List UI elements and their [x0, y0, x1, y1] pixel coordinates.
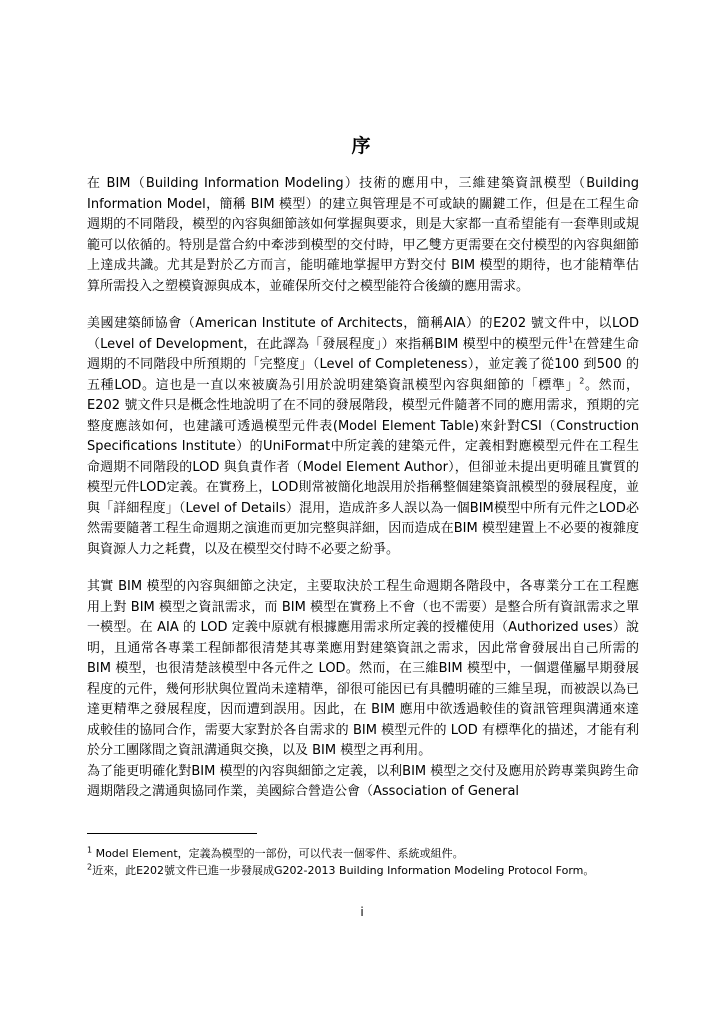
footnote-1 — [87, 845, 647, 862]
footnotes — [87, 845, 647, 879]
paragraph-1: 在 BIM（Building Information Modeling）技術的應用中，三維建築資訊模型（Building Information Model，簡稱 BIM 模型）的建立與管理是不可或缺的關鍵工作，但是在工程生命週期的不同階段，模型的內容與細節該如何掌握與要求，則是大家都一直希望能有一套準則或規範可以依循的。特別是當合約中牽涉到模型的交付時，甲乙雙方更需要在交付模型的內容與細節上達成共識。尤其是對於乙方而言，能明確地掌握甲方對交付 BIM 模型的期待，也才能精準估算所需投入之塑模資源與成本，並確保所交付之模型能符合後續的應用需求。 — [87, 176, 639, 294]
paragraph-3: 其實 BIM 模型的內容與細節之決定，主要取決於工程生命週期各階段中，各專業分工在工程應用上對 BIM 模型之資訊需求，而 BIM 模型在實務上不會（也不需要）是整合所有資訊需求之單一模型。在 AIA 的 LOD 定義中原就有根據應用需求所定義的授權使用（Authorized uses）說明，且通常各專業工程師都很清楚其專業應用對建築資訊之需求，因此常會發展出自己所需的 BIM 模型，也很清楚該模型中各元件之 LOD。然而，在三維BIM 模型中，一個還僅屬早期發展程度的元件，幾何形狀與位置尚未達精準，卻很可能因已有具體明確的三維呈現，而被誤以為已達更精準之發展程度，因而遭到誤用。因此，在 BIM 應用中欲透過較佳的資訊管理與溝通來達成較佳的協同合作，需要大家對於各自需求的 BIM 模型元件的 LOD 有標準化的描述，才能有利於分工團隊間之資訊溝通與交換，以及 BIM 模型之再利用。 — [87, 579, 639, 758]
paragraph-2 — [87, 314, 639, 560]
footnote-2 — [87, 862, 647, 879]
footnote-separator — [87, 833, 257, 834]
footnote-mark-2: 2 — [87, 862, 93, 872]
footnote-ref-2: 2 — [579, 376, 585, 386]
footnote-mark-1: 1 — [87, 845, 93, 855]
paragraph-2-part-c: 。然而，E202 號文件只是概念性地說明了在不同的發展階段，模型元件隨著不同的應用需求，預期的完整度應該如何，也建議可透過模型元件表(Model Element Table)來針對CSI（Construction Specifications Institute）的UniFormat中所定義的建築元件，定義相對應模型元件在工程生命週期不同階段的LOD 與負責作者（Model Element Author），但卻並未提出更明確且實質的模型元件LOD定義。在實務上，LOD則常被簡化地誤用於指稱整個建築資訊模型的發展程度，並與「詳細程度」（Level of Details）混用，造成許多人誤以為一個BIM模型中所有元件之LOD必然需要隨著工程生命週期之演進而更加完整與詳細，因而造成在BIM 模型建置上不必要的複雜度與資源人力之耗費，以及在模型交付時不必要之紛爭。 — [87, 377, 639, 557]
footnote-text-1: Model Element，定義為模型的一部份，可以代表一個零件、系統或組件。 — [92, 847, 464, 860]
preface-body — [87, 174, 639, 803]
page-number: i — [360, 905, 364, 919]
paragraph-4: 為了能更明確化對BIM 模型的內容與細節之定義，以利BIM 模型之交付及應用於跨專業與跨生命週期階段之溝通與協同作業，美國綜合營造公會（Association of General — [87, 763, 639, 799]
footnote-ref-1: 1 — [568, 335, 574, 345]
footnote-text-2: 近來，此E202號文件已進一步發展成G202-2013 Building Information Modeling Protocol Form。 — [92, 864, 595, 877]
page-title: 序 — [351, 135, 373, 157]
paragraph-2-part-b: 在營建生命週期的不同階段中所預期的「完整度」（Level of Completeness），並定義了從100 到500 的五種LOD。這也是一直以來被廣為引用於說明建築資訊模型內容與細節的「標準」 — [87, 336, 639, 393]
paragraph-2-part-a: 美國建築師協會（American Institute of Architects，簡稱AIA）的E202 號文件中，以LOD（Level of Development，在此譯為「發展程度」）來指稱BIM 模型中的模型元件 — [87, 316, 639, 352]
